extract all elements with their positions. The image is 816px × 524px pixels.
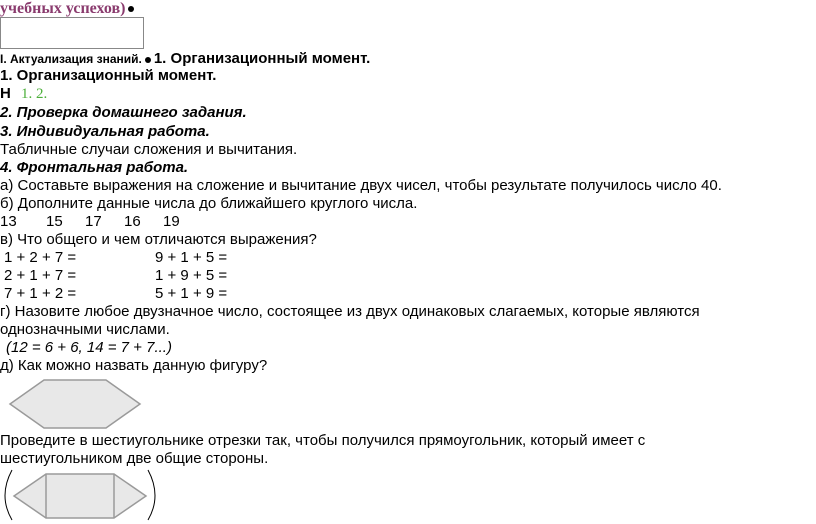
number-item: 16	[124, 213, 141, 230]
number-item: 13	[0, 213, 17, 230]
frontal-work-heading: 4. Фронтальная работа.	[0, 159, 189, 176]
numbers-row	[0, 213, 180, 231]
task-g-line2: однозначными числами.	[0, 321, 170, 338]
empty-box	[0, 17, 144, 49]
expr-right-2: 1 + 9 + 5 =	[155, 267, 228, 284]
green-numbers: 1. 2.	[21, 86, 48, 102]
expr-right-3: 5 + 1 + 9 =	[155, 285, 228, 302]
hexagon-shape	[14, 474, 146, 518]
task-a: а) Составьте выражения на сложение и вычитание двух чисел, чтобы результате получилось число 40.	[0, 177, 722, 194]
task-g-line1: г) Назовите любое двузначное число, состоящее из двух одинаковых слагаемых, которые являются	[0, 303, 700, 320]
table-cases-text: Табличные случаи сложения и вычитания.	[0, 141, 298, 158]
task-d: д) Как можно назвать данную фигуру?	[0, 357, 268, 374]
hexagon-shape	[10, 380, 140, 428]
title-text: учебных успехов)	[0, 0, 126, 17]
task-g-example: (12 = 6 + 6, 14 = 7 + 7...)	[6, 339, 172, 356]
org-moment-inline: 1. Организационный момент.	[153, 50, 371, 67]
lesson-title-fragment	[0, 0, 137, 18]
expr-left-2: 2 + 1 + 7 =	[4, 267, 77, 284]
homework-heading: 2. Проверка домашнего задания.	[0, 104, 247, 121]
bullet-icon	[128, 6, 134, 12]
org-moment-heading: 1. Организационный момент.	[0, 67, 217, 84]
expr-left-3: 7 + 1 + 2 =	[4, 285, 77, 302]
h-line	[0, 85, 47, 103]
actualization-line	[0, 50, 370, 68]
expr-right-1: 9 + 1 + 5 =	[155, 249, 228, 266]
individual-work-heading: 3. Индивидуальная работа.	[0, 123, 210, 140]
draw-instruction-line2: шестиугольником две общие стороны.	[0, 450, 269, 467]
actualization-label: I. Актуализация знаний.	[0, 52, 142, 66]
right-arc	[148, 470, 155, 520]
bullet-icon	[145, 57, 151, 63]
hexagon-with-rectangle-figure	[2, 468, 158, 522]
left-arc	[5, 470, 12, 520]
task-b: б) Дополните данные числа до ближайшего круглого числа.	[0, 195, 418, 212]
number-item: 17	[85, 213, 102, 230]
draw-instruction-line1: Проведите в шестиугольнике отрезки так, чтобы получился прямоугольник, который имеет с	[0, 432, 646, 449]
expr-left-1: 1 + 2 + 7 =	[4, 249, 77, 266]
number-item: 15	[46, 213, 63, 230]
h-letter: Н	[0, 85, 11, 102]
number-item: 19	[163, 213, 180, 230]
task-v: в) Что общего и чем отличаются выражения?	[0, 231, 317, 248]
hexagon-figure	[8, 378, 142, 430]
